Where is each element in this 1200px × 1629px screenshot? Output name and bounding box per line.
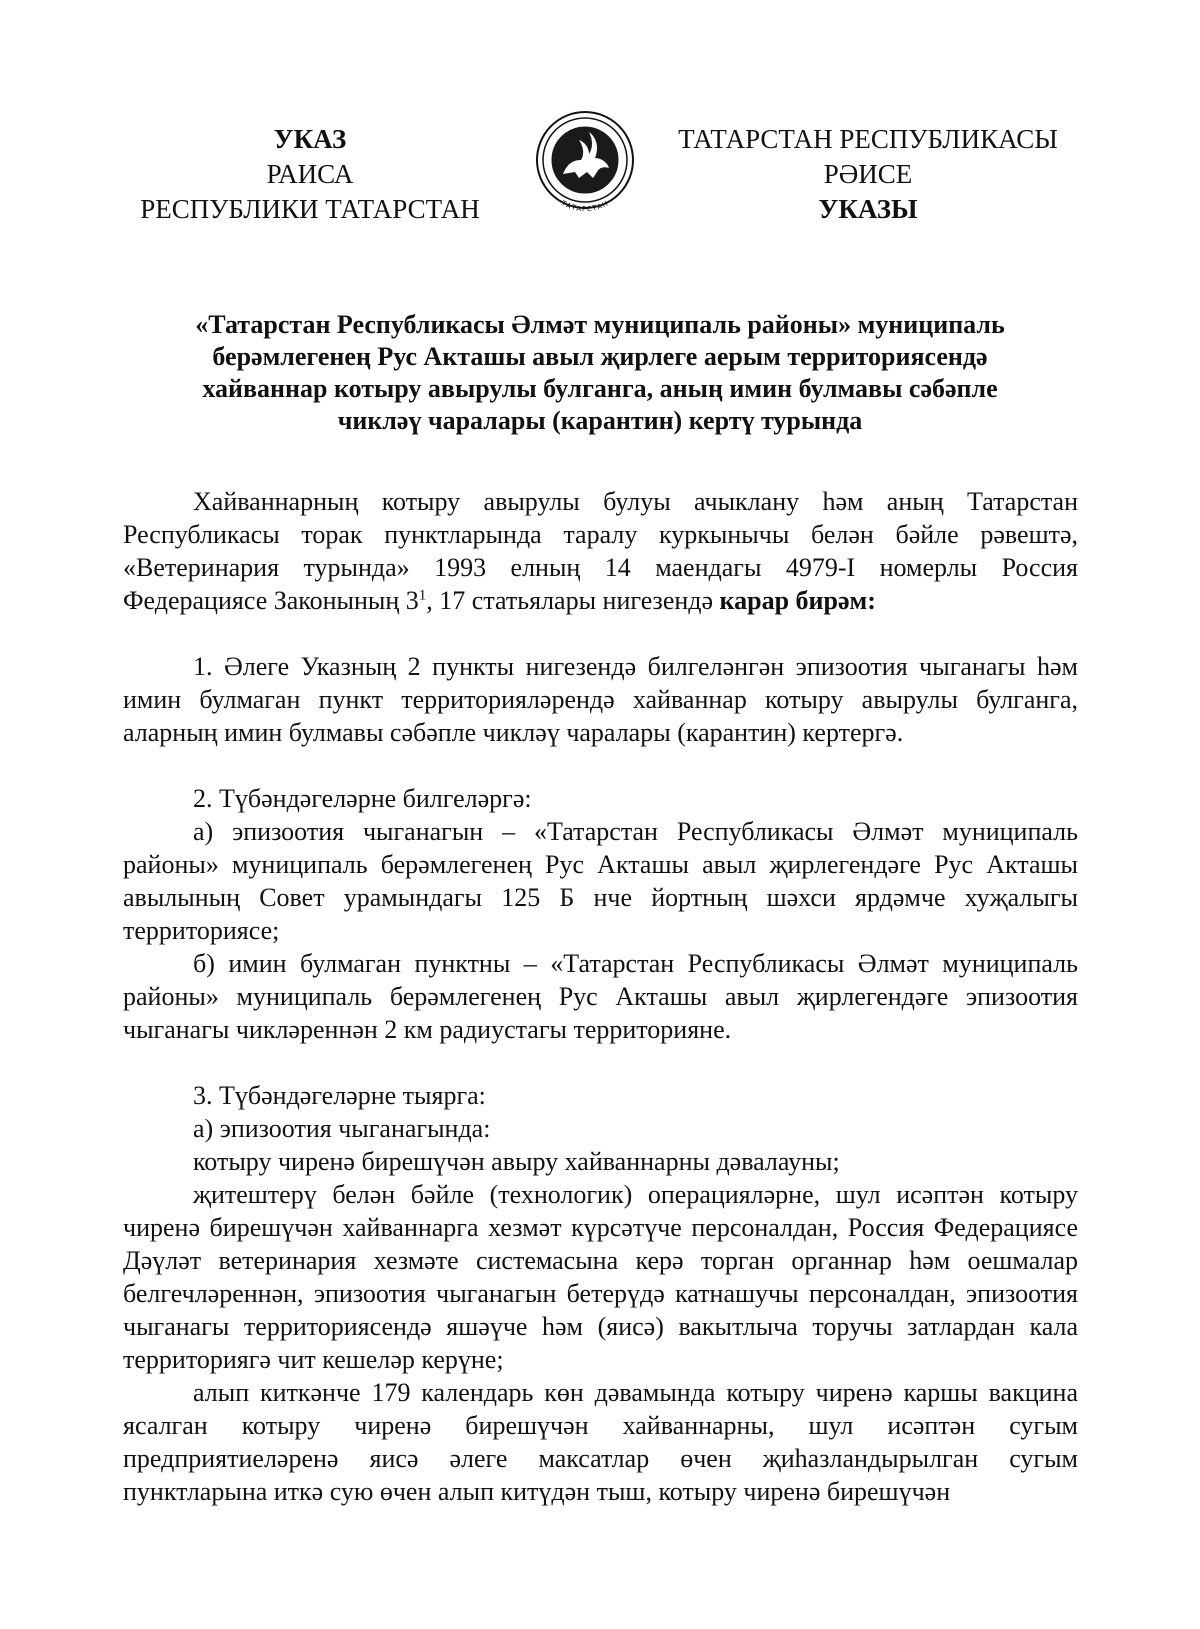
header-right [662, 122, 1074, 227]
header-left-title: УКАЗ [273, 124, 347, 154]
header-left [110, 122, 510, 227]
paragraph-2a: а) эпизоотия чыганагын – «Татарстан Республикасы Әлмәт муниципаль районы» муниципаль берәмлегенең Рус Акташы авыл җирлегендәге Рус Акташы авылының Совет урамындагы 125 Б нче йортның шәхси ярдәмче хуҗалыгы территориясе; [123, 817, 1078, 945]
header-left-line2: РАИСА [266, 159, 354, 189]
paragraph-2b: б) имин булмаган пунктны – «Татарстан Республикасы Әлмәт муниципаль районы» муниципаль берәмлегенең Рус Акташы авыл җирлегендәге эпизоотия чыганагы чикләреннән 2 км радиустагы территорияне. [123, 949, 1078, 1044]
intro-paragraph [123, 485, 1078, 617]
emblem-label: ТАТАРСТАН [559, 199, 611, 214]
title-line: хайваннар котыру авырулы булганга, аның имин булмавы сәбәпле [202, 374, 998, 403]
paragraph-1: 1. Әлеге Указның 2 пункты нигезендә билгеләнгән эпизоотия чыганагы һәм имин булмаган пункт территорияләрендә хайваннар котыру авырулы булганга, аларның имин булмавы сәбәпле чикләү чаралары (карантин) кертергә. [123, 652, 1078, 747]
title-line: чикләү чаралары (карантин) кертү турында [337, 406, 863, 435]
document-title [120, 309, 1080, 437]
intro-text: Хайваннарның котыру авырулы булуы ачыклану һәм аның Татарстан Республикасы торак пунктларында таралу куркынычы белән бәйле рәвештә, «Ветеринария турында» 1993 елның 14 маендагы 4979-I номерлы Россия Федерациясе Законының 3 [123, 487, 1078, 615]
paragraph-3: 3. Түбәндәгеләрне тыярга: [193, 1081, 486, 1110]
intro-decision: карар бирәм: [719, 586, 876, 615]
tatarstan-emblem-icon [523, 108, 647, 218]
header-right-title: УКАЗЫ [818, 194, 918, 224]
intro-tail: , 17 статьялары нигезендә [426, 586, 720, 615]
intro-superscript: 1 [418, 587, 427, 604]
header-right-line2: РӘИСЕ [823, 159, 913, 189]
paragraph-2: 2. Түбәндәгеләрне билгеләргә: [193, 784, 532, 813]
document-body [123, 485, 1078, 1508]
svg-text:ТАТАРСТАН [559, 199, 610, 214]
paragraph-3a-item1: котыру чиренә бирешүчән авыру хайваннарны дәвалауны; [193, 1147, 840, 1176]
title-line: берәмлегенең Рус Акташы авыл җирлеге аерым территориясендә [212, 342, 988, 371]
paragraph-3a: а) эпизоотия чыганагында: [193, 1114, 491, 1143]
header-right-line1: ТАТАРСТАН РЕСПУБЛИКАСЫ [678, 124, 1058, 154]
title-line: «Татарстан Республикасы Әлмәт муниципаль районы» муниципаль [195, 310, 1005, 339]
paragraph-3a-item3: алып киткәнче 179 календарь көн дәвамында котыру чиренә каршы вакцина ясалган котыру чиренә бирешүчән хайваннарны, шул исәптән сугым предприятиеләренә яисә әлеге максатлар өчен җиһазландырылган сугым пунктларына иткә сую өчен алып китүдән тыш, котыру чиренә бирешүчән [123, 1378, 1078, 1506]
header-left-line3: РЕСПУБЛИКИ ТАТАРСТАН [140, 194, 480, 224]
paragraph-3a-item2: җитештерү белән бәйле (технологик) операцияләрне, шул исәптән котыру чиренә бирешүчән хайваннарга хезмәт күрсәтүче персоналдан, Россия Федерациясе Дәүләт ветеринария хезмәте системасына керә торган органнар һәм оешмалар белгечләреннән, эпизоотия чыганагын бетерүдә катнашучы персоналдан, эпизоотия чыганагы территориясендә яшәүче һәм (яисә) вакытлыча торучы затлардан кала территориягә чит кешеләр керүне; [123, 1180, 1078, 1374]
